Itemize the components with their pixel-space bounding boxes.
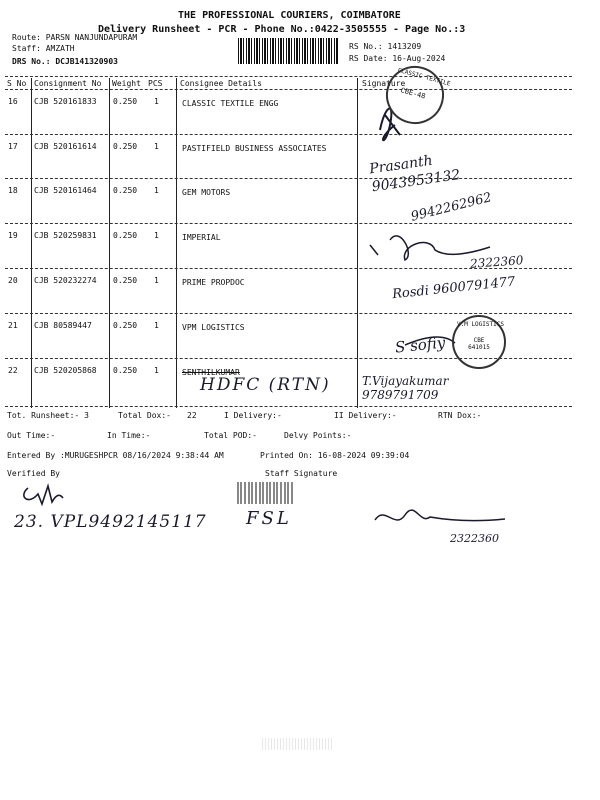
handwritten-bottom-mid: FSL — [246, 508, 292, 529]
row-pcs: 1 — [154, 366, 159, 375]
row-cno: CJB 520161833 — [34, 97, 97, 106]
verified-signature — [24, 486, 63, 504]
staff: Staff: AMZATH — [12, 44, 75, 53]
row-consignee: GEM MOTORS — [182, 188, 231, 197]
row-sno: 16 — [8, 97, 18, 106]
stamp-inner: CBE 641015 — [468, 337, 490, 351]
rs-number: RS No.: 1413209 — [349, 42, 422, 51]
stamp-text: V.M LOGISTICS — [457, 321, 504, 328]
stamp-vm-logistics — [452, 315, 506, 369]
handwritten-bottom-left: 23. VPL9492145117 — [14, 512, 207, 532]
row-weight: 0.250 — [113, 186, 138, 195]
signature-note-20: Rosdi 9600791477 — [391, 274, 517, 303]
route: Route: PARSN NANJUNDAPURAM — [12, 33, 138, 42]
row-cno: CJB 520161464 — [34, 186, 97, 195]
row-weight: 0.250 — [113, 366, 138, 375]
row-sno: 19 — [8, 231, 18, 240]
row-pcs: 1 — [154, 186, 159, 195]
bleed-through-mark — [262, 738, 332, 750]
in-time: In Time:- — [107, 431, 151, 440]
row-consignee: PASTIFIELD BUSINESS ASSOCIATES — [182, 144, 327, 153]
signature-note-19: 2322360 — [469, 253, 524, 271]
row-pcs: 1 — [154, 142, 159, 151]
row-pcs: 1 — [154, 276, 159, 285]
staff-barcode-marks — [238, 482, 292, 504]
total-runsheet: Tot. Runsheet:- 3 — [7, 411, 89, 420]
stamp-inner: CBE-48 — [399, 86, 427, 101]
table-top-rule — [5, 76, 572, 77]
row-sno: 20 — [8, 276, 18, 285]
ii-delivery: II Delivery:- — [334, 411, 397, 420]
row-pcs: 1 — [154, 321, 159, 330]
col-signature: Signature — [362, 79, 406, 88]
row-consignee: PRIME PROPDOC — [182, 278, 245, 287]
stamp-text: CLASSIC TEXTILE — [396, 66, 452, 88]
out-time: Out Time:- — [7, 431, 56, 440]
total-pod: Total POD:- — [204, 431, 257, 440]
i-delivery: I Delivery:- — [224, 411, 282, 420]
col-weight: Weight — [112, 79, 141, 88]
signature-note-21: S sofiy — [394, 333, 447, 357]
rs-date: RS Date: 16-Aug-2024 — [349, 54, 446, 63]
signature-scribble-21 — [405, 337, 455, 345]
col-pcs: PCS — [148, 79, 163, 88]
signature-scribble-19 — [370, 236, 490, 260]
row-sno: 18 — [8, 186, 18, 195]
row-pcs: 1 — [154, 231, 159, 240]
row-weight: 0.250 — [113, 276, 138, 285]
row-cno: CJB 80589447 — [34, 321, 92, 330]
row-consignee: VPM LOGISTICS — [182, 323, 245, 332]
entered-by: Entered By :MURUGESHPCR 08/16/2024 9:38:44 AM — [7, 451, 224, 460]
row-weight: 0.250 — [113, 142, 138, 151]
printed-on: Printed On: 16-08-2024 09:39:04 — [260, 451, 410, 460]
row-cno: CJB 520205868 — [34, 366, 97, 375]
row-cno: CJB 520232274 — [34, 276, 97, 285]
row-pcs: 1 — [154, 97, 159, 106]
row-weight: 0.250 — [113, 231, 138, 240]
row-sno: 17 — [8, 142, 18, 151]
row-sno: 22 — [8, 366, 18, 375]
rtn-dox: RTN Dox:- — [438, 411, 482, 420]
delvy-points: Delvy Points:- — [284, 431, 352, 440]
col-sno: S No — [7, 79, 27, 88]
company-name: THE PROFESSIONAL COURIERS, COIMBATORE — [178, 10, 401, 21]
barcode — [238, 38, 338, 64]
bottom-signature — [365, 505, 515, 535]
row-consignee: IMPERIAL — [182, 233, 221, 242]
col-consignee: Consignee Details — [180, 79, 262, 88]
row-weight: 0.250 — [113, 97, 138, 106]
row-consignee: CLASSIC TEXTILE ENGG — [182, 99, 279, 108]
total-dox-value: 22 — [187, 411, 197, 420]
signature-note-17: Prasanth 9043953132 — [368, 152, 462, 196]
signature-note-22: T.Vijayakumar 9789791709 — [362, 374, 449, 402]
row-rule — [5, 406, 572, 407]
drs-number: DRS No.: DCJB141320903 — [12, 57, 118, 66]
signature-note-18: 9942262962 — [409, 190, 494, 225]
total-dox-label: Total Dox:- — [118, 411, 171, 420]
row-sno: 21 — [8, 321, 18, 330]
verified-by: Verified By — [7, 469, 60, 478]
row-weight: 0.250 — [113, 321, 138, 330]
row-cno: CJB 520161614 — [34, 142, 97, 151]
header-bottom-rule — [5, 89, 572, 90]
staff-signature-label: Staff Signature — [265, 469, 338, 478]
handwritten-bottom-num: 2322360 — [450, 532, 499, 545]
row-consignee: SENTHILKUMAR — [182, 368, 240, 377]
handwritten-hdfc-rtn: HDFC (RTN) — [200, 375, 331, 395]
col-consignment: Consignment No — [34, 79, 102, 88]
runsheet-title: Delivery Runsheet - PCR - Phone No.:0422-3505555 - Page No.:3 — [98, 24, 466, 35]
row-cno: CJB 520259831 — [34, 231, 97, 240]
